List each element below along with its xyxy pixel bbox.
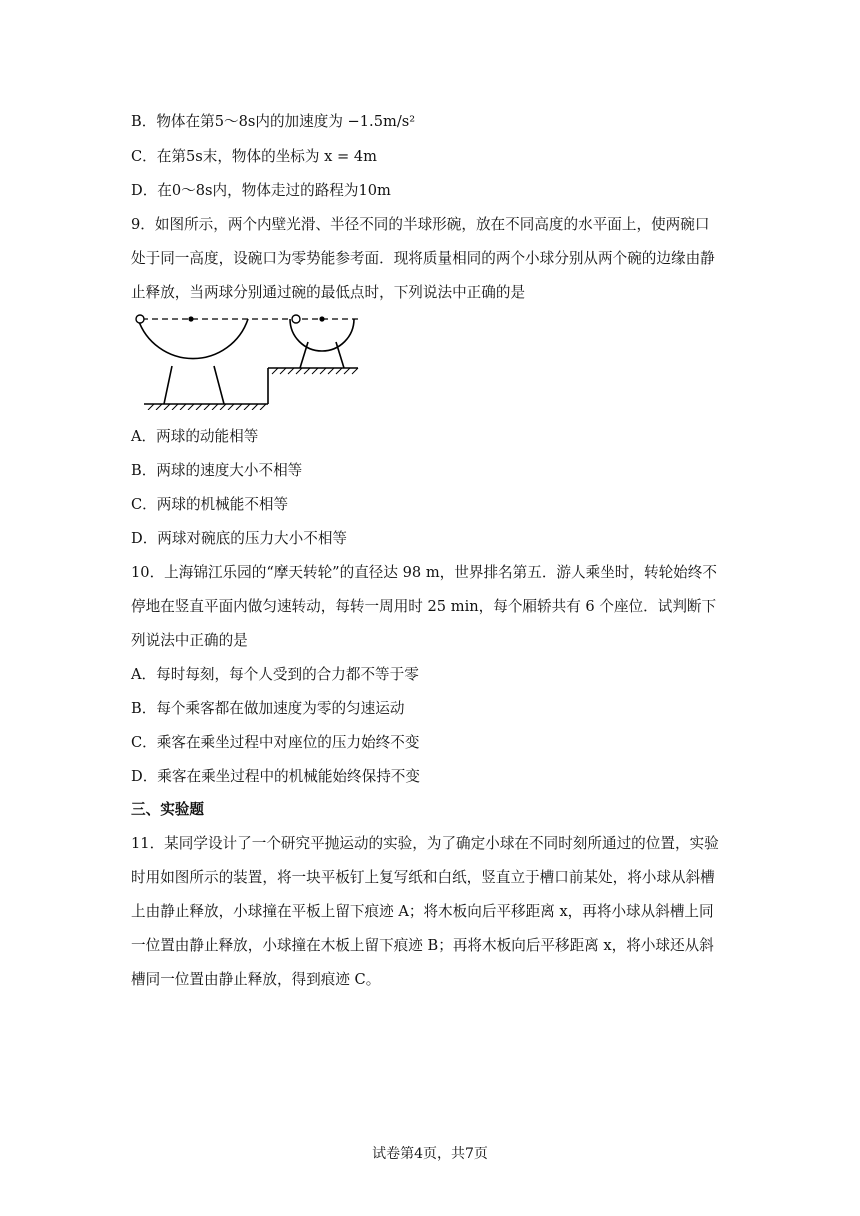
q10-option-d: D．乘客在乘坐过程中的机械能始终保持不变 (131, 768, 420, 785)
q10-stem-line-2: 停地在竖直平面内做匀速转动，每转一周用时 25 min，每个厢轿共有 6 个座位．试判断下 (131, 598, 717, 615)
q9-option-d: D．两球对碗底的压力大小不相等 (131, 530, 348, 547)
q11-stem-line-1: 11．某同学设计了一个研究平抛运动的实验，为了确定小球在不同时刻所通过的位置，实验 (131, 835, 719, 852)
q9-stem-line-3: 止释放，当两球分别通过碗的最低点时，下列说法中正确的是 (131, 284, 526, 301)
q9-stem-line-1: 9．如图所示，两个内壁光滑、半径不同的半球形碗，放在不同高度的水平面上，使两碗口 (131, 216, 710, 233)
center-small-bowl (319, 316, 324, 321)
q11-stem-line-5: 槽同一位置由静止释放，得到痕迹 C。 (131, 971, 381, 988)
ball-small-bowl (292, 315, 300, 323)
bowls-diagram (130, 310, 370, 410)
q8-option-d: D．在0～8s内，物体走过的路程为10m (131, 182, 391, 199)
q9-stem-line-2: 处于同一高度，设碗口为零势能参考面．现将质量相同的两个小球分别从两个碗的边缘由静 (131, 250, 715, 267)
q10-stem-line-1: 10．上海锦江乐园的“摩天转轮”的直径达 98 m，世界排名第五．游人乘坐时，转轮始终不 (131, 564, 717, 581)
ball-large-bowl (136, 315, 144, 323)
q11-stem-line-2: 时用如图所示的装置，将一块平板钉上复写纸和白纸，竖直立于槽口前某处，将小球从斜槽 (131, 869, 715, 886)
q8-option-b: B．物体在第5～8s内的加速度为 −1.5m/s² (131, 113, 416, 130)
q10-option-c: C．乘客在乘坐过程中对座位的压力始终不变 (131, 734, 420, 751)
q10-option-b: B．每个乘客都在做加速度为零的匀速运动 (131, 700, 405, 717)
section-title: 三、实验题 (131, 801, 204, 818)
q11-stem-line-3: 上由静止释放，小球撞在平板上留下痕迹 A；将木板向后平移距离 x，再将小球从斜槽上同 (131, 903, 714, 920)
q8-option-c: C．在第5s末，物体的坐标为 x = 4m (131, 148, 377, 165)
q9-option-b: B．两球的速度大小不相等 (131, 462, 303, 479)
q9-option-a: A．两球的动能相等 (131, 428, 259, 445)
q11-stem-line-4: 一位置由静止释放，小球撞在木板上留下痕迹 B；再将木板向后平移距离 x，将小球还从斜 (131, 937, 714, 954)
q10-option-a: A．每时每刻，每个人受到的合力都不等于零 (131, 666, 419, 683)
center-large-bowl (188, 316, 193, 321)
page-footer: 试卷第4页，共7页 (372, 1146, 488, 1162)
q9-option-c: C．两球的机械能不相等 (131, 496, 289, 513)
q10-stem-line-3: 列说法中正确的是 (131, 632, 248, 649)
